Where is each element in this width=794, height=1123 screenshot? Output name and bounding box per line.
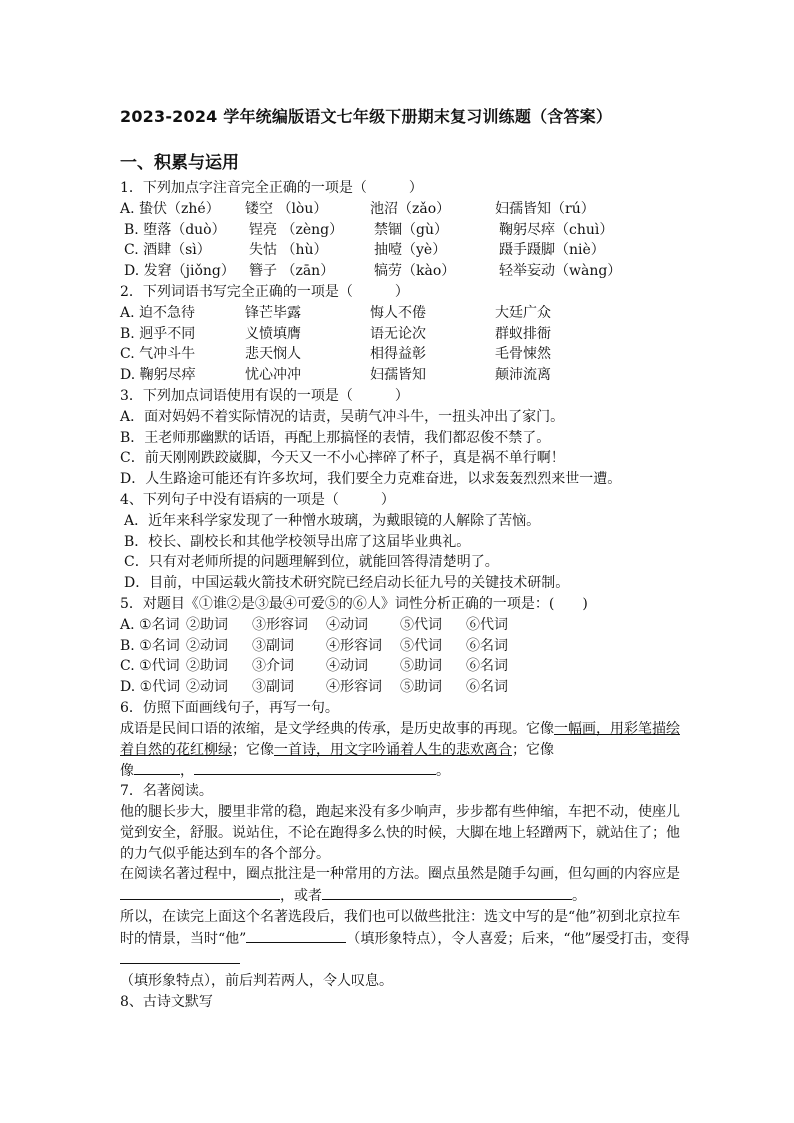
option-cell: 语无论次 <box>370 325 426 342</box>
option-cell: ⑥名词 <box>466 637 508 654</box>
q7-passage: 他的腿长步大，腰里非常的稳，跑起来没有多少响声，步步都有些伸缩，车把不动，使座儿觉到安全，舒服。说站住，不论在跑得多么快的时候，大脚在地上轻蹭两下，就站住了；他的力气似乎能达到车的各个部分。 <box>120 803 680 862</box>
q6-stem: 6．仿照下面画线句子，再写一句。 <box>120 699 339 716</box>
q6-end: 。 <box>436 763 450 780</box>
option-cell: 失怙 （hù） <box>249 242 328 259</box>
option-cell: ④动词 <box>326 658 368 675</box>
option-cell: 颠沛流离 <box>495 367 551 384</box>
q2-option-c <box>120 344 690 365</box>
q2-option-a <box>120 303 690 324</box>
option-cell: 禁锢（gù） <box>374 221 448 238</box>
option-cell: 锋芒毕露 <box>245 304 301 321</box>
q5-option-d <box>120 677 690 698</box>
q5-option-c <box>120 656 690 677</box>
question-content <box>120 178 690 1013</box>
option-cell: 簪子 （zān） <box>249 263 335 280</box>
q4-option-c: C．只有对老师所提的问题理解到位，就能回答得清楚明了。 <box>124 554 499 571</box>
q1-option-b <box>120 220 690 241</box>
option-cell: 悔人不倦 <box>370 304 426 321</box>
option-cell: ②动词 <box>186 637 228 654</box>
option-cell: ⑤代词 <box>400 616 442 633</box>
option-cell: D. ①代词 <box>120 679 181 696</box>
q6-underlined-sentence-1: 一幅画，用彩笔描绘着自然的花红柳绿 <box>120 720 680 758</box>
q3-stem: 3．下列加点词语使用有误的一项是（ ） <box>120 387 409 404</box>
option-cell: 抽噎（yè） <box>374 242 447 259</box>
q4-option-d: D．目前，中国运载火箭技术研究院已经启动长征九号的关键技术研制。 <box>124 575 570 592</box>
q7-paragraph-3 <box>120 907 690 992</box>
option-cell: ②助词 <box>186 658 228 675</box>
option-cell: 犒劳（kào） <box>374 263 456 280</box>
option-cell: C. 酒肆（sì） <box>124 242 211 259</box>
option-cell: ③介词 <box>252 658 294 675</box>
q2-option-b <box>120 324 690 345</box>
q1-stem: 1．下列加点字注音完全正确的一项是（ ） <box>120 180 423 196</box>
option-cell: 义愤填膺 <box>245 325 301 342</box>
document-title: 2023-2024 学年统编版语文七年级下册期末复习训练题（含答案） <box>120 107 613 126</box>
option-cell: 轻举妄动（wàng） <box>499 263 622 280</box>
q2-option-d <box>120 365 690 386</box>
option-cell: ②助词 <box>186 616 228 633</box>
q1-option-a <box>120 199 690 220</box>
q6-text: ；它像 <box>232 741 274 758</box>
option-cell: A. ①名词 <box>120 616 180 633</box>
option-cell: 毛骨悚然 <box>495 346 551 363</box>
option-cell: 池沼（zǎo） <box>370 200 451 217</box>
option-cell: 大廷广众 <box>495 304 551 321</box>
option-cell: 群蚁排衙 <box>495 325 551 342</box>
q1-option-d <box>120 261 690 282</box>
option-cell: 镂空 （lòu） <box>245 200 328 217</box>
q7-blank-4[interactable] <box>120 949 240 964</box>
option-cell: ②动词 <box>186 679 228 696</box>
q2-stem: 2．下列词语书写完全正确的一项是（ ） <box>120 283 409 300</box>
q3-option-c: C．前天刚刚跌跤崴脚，今天又一不小心摔碎了杯子，真是祸不单行啊！ <box>120 450 565 467</box>
q7-text: 所以，在读完上面这个名著选段后，我们也可以做些批注：选文中写的是“他”初到北京拉车时的情景，当时“他” <box>120 908 681 947</box>
q6-passage <box>120 719 690 761</box>
option-cell: ③形容词 <box>252 616 308 633</box>
q1-option-c <box>120 240 690 261</box>
option-cell: B. 堕落（duò） <box>124 221 226 238</box>
option-cell: ③副词 <box>252 637 294 654</box>
q5-option-b <box>120 636 690 657</box>
q7-blank-1[interactable] <box>120 885 280 900</box>
q4-option-a: A．近年来科学家发现了一种憎水玻璃，为戴眼镜的人解除了苦恼。 <box>124 512 541 529</box>
q6-underlined-sentence-2: 一首诗，用文字吟诵着人生的悲欢离合 <box>274 741 512 758</box>
q7-text: 在阅读名著过程中，圈点批注是一种常用的方法。圈点虽然是随手勾画，但勾画的内容应是 <box>120 866 680 883</box>
q7-blank-3[interactable] <box>246 928 346 943</box>
q7-text: （填形象特点），令人喜爱；后来，“他”屡受打击，变得 <box>346 930 690 947</box>
q7-text: 。 <box>572 888 586 905</box>
option-cell: 鞠躬尽瘁（chuì） <box>499 221 614 238</box>
q7-text: （填形象特点），前后判若两人，令人叹息。 <box>120 973 393 990</box>
option-cell: ⑤助词 <box>400 679 442 696</box>
option-cell: 锃亮 （zèng） <box>249 221 344 238</box>
option-cell: 蹑手蹑脚（niè） <box>499 242 605 259</box>
q6-blank-1[interactable] <box>134 760 180 775</box>
option-cell: A. 蛰伏（zhé） <box>120 200 220 217</box>
option-cell: ③副词 <box>252 679 294 696</box>
q7-stem: 7．名著阅读。 <box>120 783 213 800</box>
q6-text: 成语是民间口语的浓缩，是文学经典的传承，是历史故事的再现。它像 <box>120 720 554 737</box>
q4-stem: 4、下列句子中没有语病的一项是（ ） <box>120 491 395 508</box>
option-cell: 忧心冲冲 <box>245 367 301 384</box>
q3-option-b: B．王老师那幽默的话语，再配上那搞怪的表情，我们都忍俊不禁了。 <box>120 429 551 446</box>
option-cell: A. 迫不急待 <box>120 304 196 321</box>
option-cell: ⑤助词 <box>400 658 442 675</box>
option-cell: B. 迥乎不同 <box>120 325 196 342</box>
option-cell: ⑥名词 <box>466 679 508 696</box>
q6-text: ；它像 <box>512 741 554 758</box>
option-cell: ④形容词 <box>326 679 382 696</box>
option-cell: ④动词 <box>326 616 368 633</box>
option-cell: ⑥代词 <box>466 616 508 633</box>
option-cell: 相得益彰 <box>370 346 426 363</box>
option-cell: C. 气冲斗牛 <box>120 346 196 363</box>
q5-stem: 5．对题目《①谁②是③最④可爱⑤的⑥人》词性分析正确的一项是：( ) <box>120 595 588 612</box>
option-cell: D. 发窘（jiǒng） <box>124 263 235 280</box>
option-cell: D. 鞠躬尽瘁 <box>120 367 196 384</box>
q7-text: ，或者 <box>280 888 322 905</box>
q3-option-a: A．面对妈妈不着实际情况的诘责，吴萌气冲斗牛，一扭头冲出了家门。 <box>120 408 565 425</box>
q6-blank-2[interactable] <box>194 760 436 775</box>
option-cell: ④形容词 <box>326 637 382 654</box>
option-cell: ⑥名词 <box>466 658 508 675</box>
option-cell: C. ①代词 <box>120 658 180 675</box>
option-cell: B. ①名词 <box>120 637 180 654</box>
q5-option-a <box>120 615 690 636</box>
q8-stem: 8、古诗文默写 <box>120 994 213 1011</box>
q3-option-d: D．人生路途可能还有许多坎坷，我们要全力克难奋进，以求轰轰烈烈来世一遭。 <box>120 471 622 488</box>
q7-paragraph-2 <box>120 864 690 907</box>
section-title: 一、积累与运用 <box>120 153 239 173</box>
option-cell: ⑤代词 <box>400 637 442 654</box>
q4-option-b: B．校长、副校长和其他学校领导出席了这届毕业典礼。 <box>124 533 471 550</box>
option-cell: 妇孺皆知 <box>370 367 426 384</box>
option-cell: 悲天悯人 <box>245 346 301 363</box>
option-cell: 妇孺皆知（rú） <box>495 200 595 217</box>
q6-separator: ， <box>180 763 194 780</box>
q7-blank-2[interactable] <box>322 885 572 900</box>
q6-answer-line: 像 ， 。 <box>120 760 690 781</box>
